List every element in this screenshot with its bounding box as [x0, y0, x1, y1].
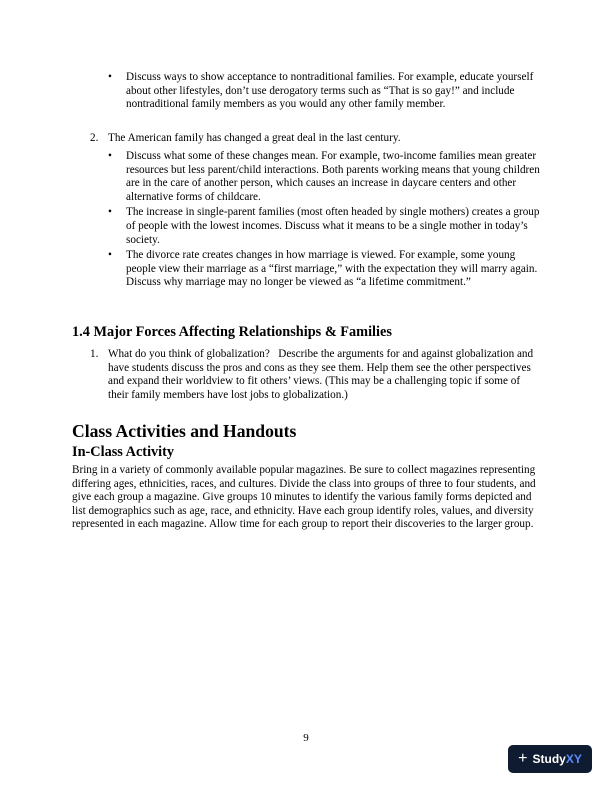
item-text: What do you think of globalization? Describe the arguments for and against globalization and have students discuss the pros and cons as they see them. Help them see the other perspectives and expand their worldview to fit others’ views. (This may be a challenging topic if some of their family members have lost jobs to globalization.): [108, 348, 534, 401]
numbered-item-1: [90, 348, 542, 402]
subheading-in-class-activity: In-Class Activity: [72, 444, 175, 460]
bullet-text: Discuss ways to show acceptance to nontraditional families. For example, educate yourself about other lifestyles, don’t use derogatory terms such as “That is so gay!” and include nontraditional family members as you would any other family member.: [126, 71, 534, 111]
list-item: [108, 206, 542, 247]
bullet-text: The increase in single-parent families (most often headed by single mothers) creates a group of people with the lowest incomes. Discuss what it means to be a single mother in today’s society.: [126, 206, 540, 246]
badge-suffix: XY: [565, 752, 582, 766]
bullet-icon: •: [108, 150, 112, 162]
badge-prefix: Study: [532, 752, 566, 766]
item2-bullet-list: [108, 150, 542, 292]
activity-paragraph: Bring in a variety of commonly available popular magazines. Be sure to collect magazines representing differing ages, ethnicities, races, and cultures. Divide the class into groups of three to four students, and give each group a magazine. Give groups 10 minutes to identify the various family forms depicted and list demographics such as age, race, and ethnicity. Have each group identify roles, values, and diversity represented in each magazine. Allow time for each group to report their discoveries to the larger group.: [72, 464, 536, 531]
numbered-item-2: [90, 132, 540, 146]
list-item: [108, 150, 542, 204]
bullet-text: Discuss what some of these changes mean. For example, two-income families mean greater resources but less parent/child interactions. Both parents working means that young children are in the care of another person, which causes an increase in daycare centers and other alternative forms of childcare.: [126, 150, 540, 203]
item-text: The American family has changed a great deal in the last century.: [108, 132, 401, 144]
item-number: 1.: [90, 348, 99, 360]
page-number: 9: [303, 732, 309, 744]
list-item: [108, 249, 542, 290]
page-heading-class-activities: Class Activities and Handouts: [72, 421, 297, 441]
bullet-text: The divorce rate creates changes in how marriage is viewed. For example, some young people view their marriage as a “first marriage,” with the expectation they will marry again. Discuss why marriage may no longer be viewed as “a lifetime commitment.”: [126, 249, 538, 289]
bullet-icon: •: [108, 71, 112, 83]
item-number: 2.: [90, 132, 99, 144]
bullet-icon: •: [108, 249, 112, 262]
list-item: [108, 71, 540, 112]
section-heading-1-4: 1.4 Major Forces Affecting Relationships & Families: [72, 324, 392, 340]
top-bullet-list: [108, 71, 540, 114]
bullet-icon: •: [108, 206, 112, 219]
studyxy-badge[interactable]: [508, 745, 592, 773]
plus-icon: +: [518, 750, 528, 767]
